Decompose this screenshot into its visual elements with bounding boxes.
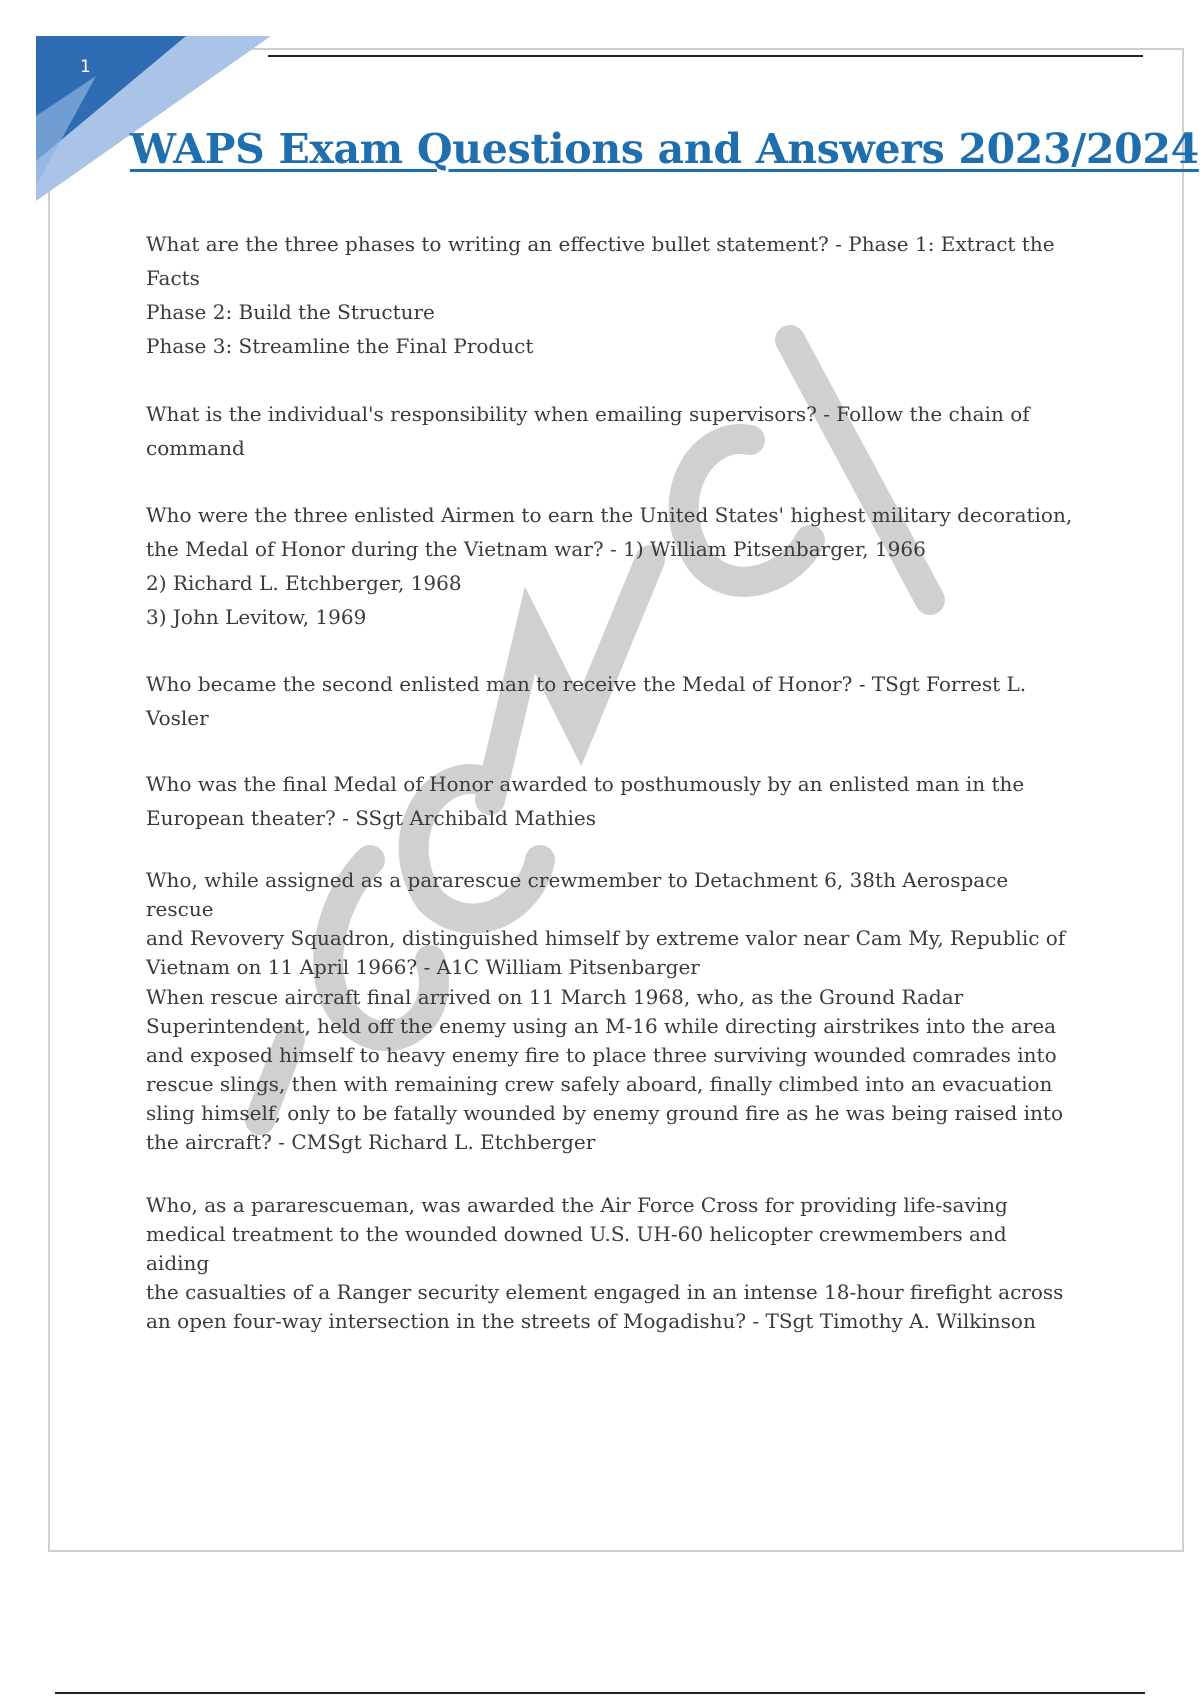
header-rule	[268, 55, 1143, 57]
page-number: 1	[80, 57, 91, 77]
document-title: WAPS Exam Questions and Answers 2023/2024	[130, 125, 1199, 173]
qa-item: What is the individual's responsibility when emailing supervisors? - Follow the chain of command	[146, 402, 1030, 460]
qa-item: Who, while assigned as a pararescue crewmember to Detachment 6, 38th Aerospace rescue and Revovery Squadron, distinguished himself by extreme valor near Cam My, Republic of Vietnam on 11 April 1966? - A1C William Pitsenbarger	[146, 868, 1066, 979]
corner-decoration	[36, 36, 271, 201]
qa-item: When rescue aircraft final arrived on 11 March 1968, who, as the Ground Radar Superintendent, held off the enemy using an M-16 while directing airstrikes into the area and exposed himself to heavy enemy fire to place three surviving wounded comrades into rescue slings, then with remaining crew safely aboard, finally climbed into an evacuation sling himself, only to be fatally wounded by enemy ground fire as he was being raised into the aircraft? - CMSgt Richard L. Etchberger	[146, 985, 1064, 1154]
qa-item: Who, as a pararescueman, was awarded the Air Force Cross for providing life-saving medical treatment to the wounded downed U.S. UH-60 helicopter crewmembers and aiding the casualties of a Ranger security element engaged in an intense 18-hour firefight across an open four-way intersection in the streets of Mogadishu? - TSgt Timothy A. Wilkinson	[146, 1193, 1064, 1333]
qa-item: What are the three phases to writing an effective bullet statement? - Phase 1: Extract the Facts Phase 2: Build the Structure Phase 3: Streamline the Final Product	[146, 232, 1055, 358]
qa-item: Who were the three enlisted Airmen to earn the United States' highest military decoration, the Medal of Honor during the Vietnam war? - 1) William Pitsenbarger, 1966 2) Richard L. Etchberger, 1968 3) John Levitow, 1969	[146, 503, 1073, 629]
qa-item: Who became the second enlisted man to receive the Medal of Honor? - TSgt Forrest L. Vosler	[146, 672, 1027, 730]
qa-item: Who was the final Medal of Honor awarded to posthumously by an enlisted man in the European theater? - SSgt Archibald Mathies	[146, 772, 1025, 830]
footer-rule	[55, 1692, 1145, 1694]
